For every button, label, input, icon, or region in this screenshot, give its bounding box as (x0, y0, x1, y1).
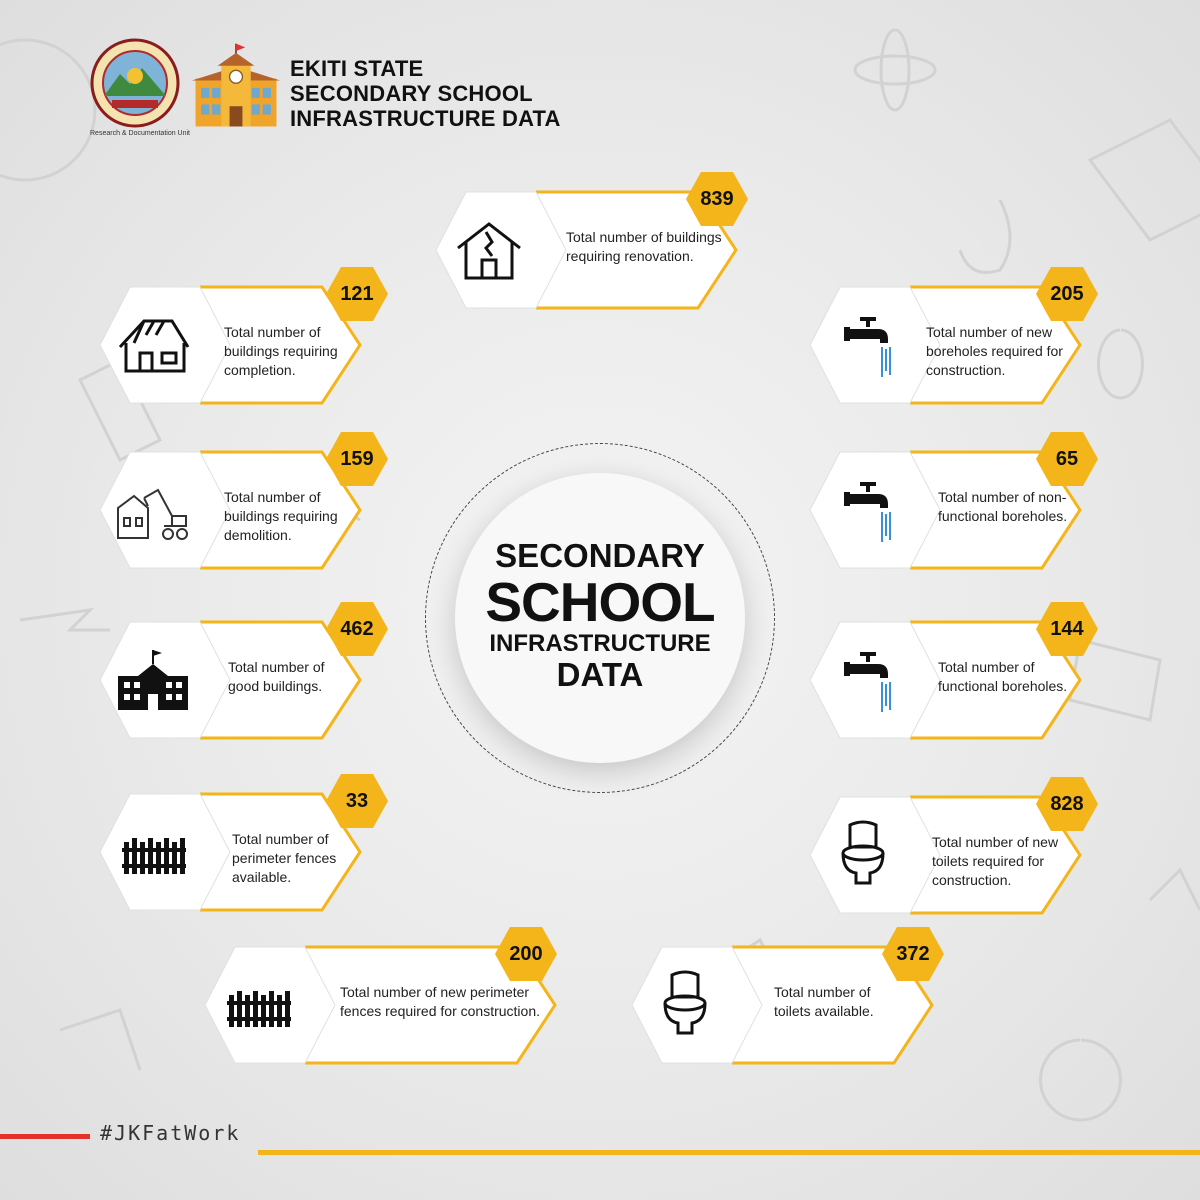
stat-label: Total number of new perimeter fences required for construction. (340, 984, 540, 1019)
stat-value-badge: 65 (1036, 432, 1098, 486)
water-tap-icon (824, 648, 902, 712)
school-building-icon (114, 648, 192, 712)
ekiti-state-seal (90, 38, 180, 128)
stat-value-badge: 159 (326, 432, 388, 486)
stat-label: Total number of perimeter fences available. (232, 831, 337, 885)
stat-value-badge: 372 (882, 927, 944, 981)
stat-value-badge: 205 (1036, 267, 1098, 321)
fence-icon (219, 973, 297, 1037)
stat-value-badge: 33 (326, 774, 388, 828)
footer-hashtag: #JKFatWork (100, 1121, 241, 1145)
stat-card-fences-available (100, 792, 420, 912)
stat-value-badge: 462 (326, 602, 388, 656)
stat-label: Total number of functional boreholes. (938, 659, 1068, 694)
toilet-icon (646, 967, 724, 1039)
stat-label: Total number of non-functional boreholes. (938, 489, 1068, 524)
water-tap-icon (824, 313, 902, 377)
fence-icon (114, 820, 192, 884)
house-under-construction-icon (114, 313, 192, 377)
stat-label: Total number of buildings requiring completion. (224, 324, 338, 378)
header (90, 38, 650, 148)
stat-value-badge: 839 (686, 172, 748, 226)
seal-caption: Research & Documentation Unit (90, 130, 190, 137)
stat-value-badge: 828 (1036, 777, 1098, 831)
stat-card-functional-boreholes (810, 620, 1130, 740)
stat-card-toilets-available (632, 945, 952, 1065)
page-title: EKITI STATE SECONDARY SCHOOL INFRASTRUCTURE DATA (290, 56, 561, 131)
stat-card-new-boreholes (810, 285, 1130, 405)
stat-card-buildings-renovation (436, 190, 756, 310)
stat-label: Total number of new boreholes required for construction. (926, 324, 1063, 378)
stat-label: Total number of good buildings. (228, 659, 325, 694)
stat-card-buildings-demolition (100, 450, 420, 570)
broken-house-icon (450, 218, 528, 282)
demolition-excavator-icon (114, 478, 192, 542)
stat-card-new-fences (205, 945, 565, 1065)
stat-value-badge: 121 (326, 267, 388, 321)
water-tap-icon (824, 478, 902, 542)
stat-label: Total number of toilets available. (774, 984, 874, 1019)
school-building-icon (190, 40, 282, 132)
stat-label: Total number of buildings requiring demolition. (224, 489, 338, 543)
stat-value-badge: 144 (1036, 602, 1098, 656)
stat-value-badge: 200 (495, 927, 557, 981)
toilet-icon (824, 817, 902, 889)
stat-card-new-toilets (810, 795, 1130, 915)
footer-red-bar (0, 1134, 90, 1139)
footer-accent-line (258, 1150, 1200, 1155)
stat-card-nonfunctional-boreholes (810, 450, 1130, 570)
stat-label: Total number of buildings requiring renovation. (566, 229, 722, 264)
stat-label: Total number of new toilets required for construction. (932, 834, 1059, 888)
center-title-circle: SECONDARY SCHOOL INFRASTRUCTURE DATA (455, 473, 745, 763)
stat-card-good-buildings (100, 620, 420, 740)
stat-card-buildings-completion (100, 285, 420, 405)
